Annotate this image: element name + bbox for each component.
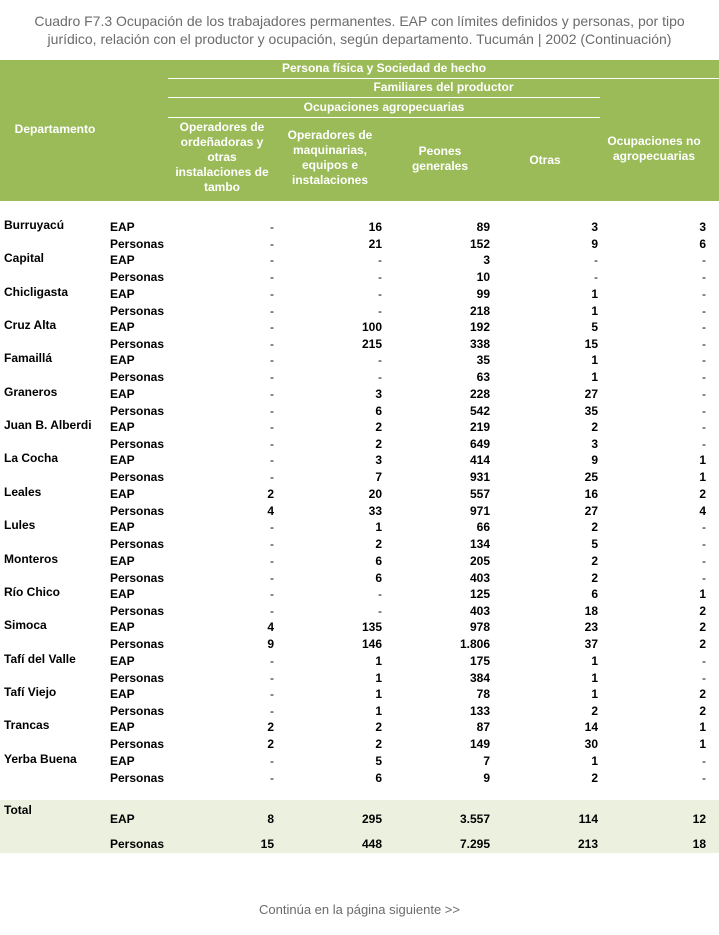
table-cell: 2: [375, 737, 382, 752]
department-name: Tafí Viejo: [4, 684, 57, 699]
table-cell: 542: [469, 403, 490, 418]
table-cell: 35: [476, 353, 490, 368]
table-row: [0, 670, 719, 686]
table-row: [0, 269, 719, 285]
table-cell: -: [378, 253, 382, 268]
table-cell: -: [270, 337, 274, 352]
table-cell: 971: [469, 503, 490, 518]
header-persona-fisica: Persona física y Sociedad de hecho: [281, 61, 487, 75]
table-cell: 4: [267, 620, 274, 635]
table-cell: 3: [375, 386, 382, 401]
table-cell: 16: [584, 486, 598, 501]
table-cell: 2: [699, 486, 706, 501]
table-cell: 134: [469, 537, 490, 552]
table-cell: -: [594, 270, 598, 285]
table-cell: -: [270, 403, 274, 418]
row-kind-label: EAP: [110, 253, 135, 268]
table-cell: 30: [584, 737, 598, 752]
table-cell: 4: [699, 503, 706, 518]
total-label: Total: [4, 803, 32, 817]
row-kind-label: Personas: [110, 303, 165, 318]
table-cell: -: [270, 653, 274, 668]
table-cell: 33: [368, 503, 382, 518]
row-kind-label: Personas: [110, 370, 165, 385]
department-name: Trancas: [4, 718, 50, 733]
table-cell: 1: [591, 653, 598, 668]
table-row: [0, 553, 719, 569]
row-kind-label: EAP: [110, 653, 135, 668]
table-cell: -: [702, 437, 706, 452]
table-cell: 2: [591, 520, 598, 535]
table-row: [0, 252, 719, 268]
table-cell: 149: [469, 737, 490, 752]
table-cell: 1: [699, 586, 706, 601]
table-cell: 16: [368, 220, 382, 234]
table-cell: 2: [267, 486, 274, 501]
table-cell: 1: [591, 686, 598, 701]
table-cell: 133: [469, 703, 490, 718]
table-cell: -: [270, 603, 274, 618]
table-row: [0, 586, 719, 602]
department-name: Leales: [4, 484, 42, 499]
table-cell: 1: [699, 720, 706, 735]
table-row: [0, 386, 719, 402]
table-cell: -: [270, 453, 274, 468]
table-cell: 219: [469, 420, 490, 435]
table-cell: 557: [469, 486, 490, 501]
table-cell: 27: [584, 386, 598, 401]
table-cell: -: [270, 386, 274, 401]
department-name: Simoca: [4, 618, 47, 633]
table-cell: -: [270, 353, 274, 368]
table-cell: 3: [375, 453, 382, 468]
table-cell: 125: [469, 586, 490, 601]
row-kind-label: Personas: [110, 570, 165, 585]
table-cell: -: [702, 770, 706, 785]
table-cell: -: [270, 537, 274, 552]
table-cell: -: [270, 470, 274, 485]
table-cell: 338: [469, 337, 490, 352]
department-name: Lules: [4, 518, 36, 533]
header-divider: [168, 78, 719, 79]
row-kind-label: Personas: [110, 737, 165, 752]
table-cell: 403: [469, 603, 490, 618]
table-cell: 89: [476, 220, 490, 234]
table-cell: -: [702, 520, 706, 535]
total-row-eap: [0, 811, 719, 827]
row-kind-label: EAP: [110, 453, 135, 468]
table-row: [0, 303, 719, 319]
table-row: [0, 570, 719, 586]
row-kind-label: EAP: [110, 553, 135, 568]
table-cell: 228: [469, 386, 490, 401]
table-cell: 3.557: [459, 812, 490, 826]
table-cell: 9: [267, 637, 274, 652]
table-cell: 37: [584, 637, 598, 652]
table-cell: 135: [361, 620, 382, 635]
table-cell: 215: [361, 337, 382, 352]
table-row: [0, 619, 719, 635]
table-cell: 9: [591, 453, 598, 468]
table-cell: 6: [591, 586, 598, 601]
table-cell: -: [270, 703, 274, 718]
table-row: [0, 219, 719, 235]
table-row: [0, 653, 719, 669]
table-row: [0, 519, 719, 535]
table-cell: -: [702, 253, 706, 268]
table-cell: 1: [375, 686, 382, 701]
header-ocupaciones-agro: Ocupaciones agropecuarias: [303, 100, 465, 114]
table-cell: 2: [591, 570, 598, 585]
table-cell: -: [270, 670, 274, 685]
table-cell: -: [702, 420, 706, 435]
row-kind-label: Personas: [110, 437, 165, 452]
table-cell: 403: [469, 570, 490, 585]
table-cell: 2: [267, 720, 274, 735]
row-kind-label: EAP: [110, 220, 135, 234]
table-cell: 15: [260, 837, 274, 851]
department-name: Capital: [4, 251, 45, 266]
table-cell: 295: [361, 812, 382, 826]
table-cell: 931: [469, 470, 490, 485]
header-divider: [168, 117, 600, 118]
table-cell: -: [702, 303, 706, 318]
table-cell: -: [270, 753, 274, 768]
table-cell: -: [702, 320, 706, 335]
table-cell: 5: [375, 753, 382, 768]
title-line-1: Cuadro F7.3 Ocupación de los trabajadores permanentes. EAP con límites definidos y personas, por tipo: [34, 13, 685, 29]
table-cell: 1: [699, 470, 706, 485]
table-cell: 3: [699, 220, 706, 234]
table-cell: 175: [469, 653, 490, 668]
table-cell: -: [702, 670, 706, 685]
table-cell: 10: [476, 270, 490, 285]
table-cell: -: [270, 303, 274, 318]
table-cell: 7: [375, 470, 382, 485]
table-row: [0, 636, 719, 652]
table-cell: 1: [591, 370, 598, 385]
total-row-personas: [0, 836, 719, 852]
table-row: [0, 236, 719, 252]
table-cell: -: [378, 270, 382, 285]
table-cell: -: [702, 386, 706, 401]
department-name: Monteros: [4, 551, 58, 566]
table-cell: 2: [699, 603, 706, 618]
table-cell: 9: [591, 237, 598, 251]
department-name: Tafí del Valle: [4, 651, 76, 666]
table-cell: 2: [375, 420, 382, 435]
department-name: Yerba Buena: [4, 751, 77, 766]
table-cell: 213: [577, 837, 598, 851]
table-cell: 9: [483, 770, 490, 785]
row-kind-label: Personas: [110, 703, 165, 718]
table-cell: 1: [591, 303, 598, 318]
row-kind-label: EAP: [110, 686, 135, 701]
department-name: La Cocha: [4, 451, 59, 466]
table-cell: 1: [591, 753, 598, 768]
table-cell: -: [270, 586, 274, 601]
table-cell: 2: [375, 437, 382, 452]
table-cell: -: [270, 770, 274, 785]
row-kind-label: EAP: [110, 420, 135, 435]
department-name: Graneros: [4, 384, 58, 399]
table-cell: 6: [375, 770, 382, 785]
table-cell: 18: [692, 837, 706, 851]
table-cell: 4: [267, 503, 274, 518]
row-kind-label: EAP: [110, 753, 135, 768]
table-cell: -: [270, 437, 274, 452]
table-row: [0, 736, 719, 752]
table-cell: 2: [591, 703, 598, 718]
row-kind-label: Personas: [110, 670, 165, 685]
table-cell: -: [270, 570, 274, 585]
table-cell: 2: [699, 686, 706, 701]
table-row: [0, 603, 719, 619]
table-cell: -: [702, 370, 706, 385]
table-cell: 20: [368, 486, 382, 501]
table-cell: 1.806: [459, 637, 490, 652]
table-cell: 63: [476, 370, 490, 385]
table-row: [0, 686, 719, 702]
table-cell: 21: [368, 237, 382, 251]
table-cell: 1: [591, 286, 598, 301]
table-cell: -: [270, 370, 274, 385]
table-cell: 3: [483, 253, 490, 268]
table-row: [0, 286, 719, 302]
table-cell: 2: [267, 737, 274, 752]
table-cell: 1: [375, 703, 382, 718]
table-cell: 1: [699, 737, 706, 752]
table-cell: 1: [699, 453, 706, 468]
table-row: [0, 352, 719, 368]
table-cell: 1: [375, 670, 382, 685]
table-cell: -: [702, 403, 706, 418]
table-cell: -: [702, 337, 706, 352]
row-kind-label: EAP: [110, 320, 135, 335]
department-name: Río Chico: [4, 584, 60, 599]
row-kind-label: Personas: [110, 603, 165, 618]
row-kind-label: EAP: [110, 386, 135, 401]
table-cell: -: [270, 286, 274, 301]
department-name: Chicligasta: [4, 284, 69, 299]
table-cell: 18: [584, 603, 598, 618]
row-kind-label: EAP: [110, 286, 135, 301]
table-cell: -: [270, 270, 274, 285]
row-kind-label: EAP: [110, 586, 135, 601]
row-kind-label: Personas: [110, 637, 165, 652]
table-cell: 384: [469, 670, 490, 685]
table-cell: -: [594, 253, 598, 268]
table-cell: 1: [591, 670, 598, 685]
table-cell: 2: [375, 720, 382, 735]
table-cell: 2: [591, 553, 598, 568]
department-name: Famaillá: [4, 351, 53, 366]
row-kind-label: EAP: [110, 520, 135, 535]
table-cell: 2: [699, 637, 706, 652]
table-cell: -: [378, 586, 382, 601]
table-row: [0, 403, 719, 419]
continuation-note: Continúa en la página siguiente >>: [259, 902, 460, 917]
table-row: [0, 336, 719, 352]
table-cell: -: [378, 303, 382, 318]
table-cell: 66: [476, 520, 490, 535]
row-kind-label: EAP: [110, 720, 135, 735]
table-cell: 87: [476, 720, 490, 735]
department-name: Cruz Alta: [4, 318, 57, 333]
title-line-2: jurídico, relación con el productor y ocupación, según departamento. Tucumán | 2002 (Continuación): [47, 31, 672, 47]
department-name: Burruyacú: [4, 218, 65, 232]
row-kind-label: Personas: [110, 503, 165, 518]
row-kind-label: EAP: [110, 812, 135, 826]
table-cell: -: [270, 253, 274, 268]
table-cell: 205: [469, 553, 490, 568]
table-cell: 1: [375, 653, 382, 668]
table-cell: 2: [375, 537, 382, 552]
table-row: [0, 486, 719, 502]
header-col-peones: Peones generales: [411, 144, 469, 173]
table-cell: -: [702, 537, 706, 552]
header-col-operadores-maquinarias: Operadores de maquinarias, equipos e instalaciones: [287, 128, 373, 187]
table-title: [0, 12, 719, 48]
table-cell: 3: [591, 437, 598, 452]
table-cell: 99: [476, 286, 490, 301]
row-kind-label: EAP: [110, 486, 135, 501]
header-col-otras: Otras: [529, 153, 561, 167]
table-cell: -: [702, 570, 706, 585]
table-cell: 1: [591, 353, 598, 368]
table-cell: 5: [591, 537, 598, 552]
department-name: Juan B. Alberdi: [4, 418, 92, 433]
table-row: [0, 319, 719, 335]
row-kind-label: Personas: [110, 237, 165, 251]
table-cell: -: [702, 270, 706, 285]
table-cell: 146: [361, 637, 382, 652]
row-kind-label: Personas: [110, 770, 165, 785]
row-kind-label: Personas: [110, 403, 165, 418]
header-departamento: Departamento: [14, 122, 96, 136]
table-cell: 448: [361, 837, 382, 851]
table-row: [0, 703, 719, 719]
table-cell: -: [702, 353, 706, 368]
table-cell: 649: [469, 437, 490, 452]
table-cell: 7: [483, 753, 490, 768]
table-row: [0, 770, 719, 786]
row-kind-label: EAP: [110, 353, 135, 368]
table-cell: 3: [591, 220, 598, 234]
table-cell: -: [702, 286, 706, 301]
table-row: [0, 536, 719, 552]
table-cell: -: [378, 286, 382, 301]
table-row: [0, 469, 719, 485]
table-cell: -: [270, 520, 274, 535]
table-cell: 25: [584, 470, 598, 485]
table-cell: 14: [584, 720, 598, 735]
row-kind-label: Personas: [110, 537, 165, 552]
table-cell: 8: [267, 812, 274, 826]
table-cell: 978: [469, 620, 490, 635]
table-cell: -: [270, 320, 274, 335]
header-col-operadores-tambo: Operadores de ordeñadoras y otras instalaciones de tambo: [175, 120, 269, 194]
table-cell: 5: [591, 320, 598, 335]
row-kind-label: EAP: [110, 620, 135, 635]
table-row: [0, 719, 719, 735]
table-cell: 2: [591, 770, 598, 785]
table-cell: 192: [469, 320, 490, 335]
table-cell: -: [702, 553, 706, 568]
table-cell: 35: [584, 403, 598, 418]
table-cell: 114: [578, 812, 598, 826]
table-cell: -: [270, 420, 274, 435]
table-row: [0, 369, 719, 385]
table-cell: 12: [692, 812, 706, 826]
table-cell: -: [378, 603, 382, 618]
table-cell: 2: [699, 703, 706, 718]
row-kind-label: Personas: [110, 470, 165, 485]
table-cell: 7.295: [459, 837, 490, 851]
table-cell: 1: [375, 520, 382, 535]
table-cell: 27: [584, 503, 598, 518]
table-cell: -: [378, 353, 382, 368]
table-cell: -: [270, 220, 274, 234]
table-cell: 2: [591, 420, 598, 435]
table-cell: -: [702, 753, 706, 768]
table-cell: -: [702, 653, 706, 668]
table-row: [0, 419, 719, 435]
header-familiares: Familiares del productor: [373, 80, 514, 94]
header-col-no-agro: Ocupaciones no agropecuarias: [607, 134, 701, 163]
table-cell: 78: [476, 686, 490, 701]
table-cell: 2: [699, 620, 706, 635]
table-cell: 6: [375, 570, 382, 585]
table-row: [0, 753, 719, 769]
table-cell: 15: [584, 337, 598, 352]
row-kind-label: Personas: [110, 337, 165, 352]
table-cell: -: [270, 686, 274, 701]
table-cell: 100: [361, 320, 382, 335]
table-cell: 218: [469, 303, 490, 318]
table-cell: -: [270, 237, 274, 251]
table-row: [0, 503, 719, 519]
row-kind-label: Personas: [110, 270, 165, 285]
table-cell: 6: [699, 237, 706, 251]
table-cell: -: [378, 370, 382, 385]
row-kind-label: Personas: [110, 837, 165, 851]
table-row: [0, 436, 719, 452]
table-row: [0, 452, 719, 468]
table-cell: 152: [469, 237, 490, 251]
header-divider: [168, 97, 600, 98]
table-cell: 6: [375, 403, 382, 418]
table-cell: 6: [375, 553, 382, 568]
table-cell: 23: [584, 620, 598, 635]
table-cell: -: [270, 553, 274, 568]
table-cell: 414: [469, 453, 490, 468]
